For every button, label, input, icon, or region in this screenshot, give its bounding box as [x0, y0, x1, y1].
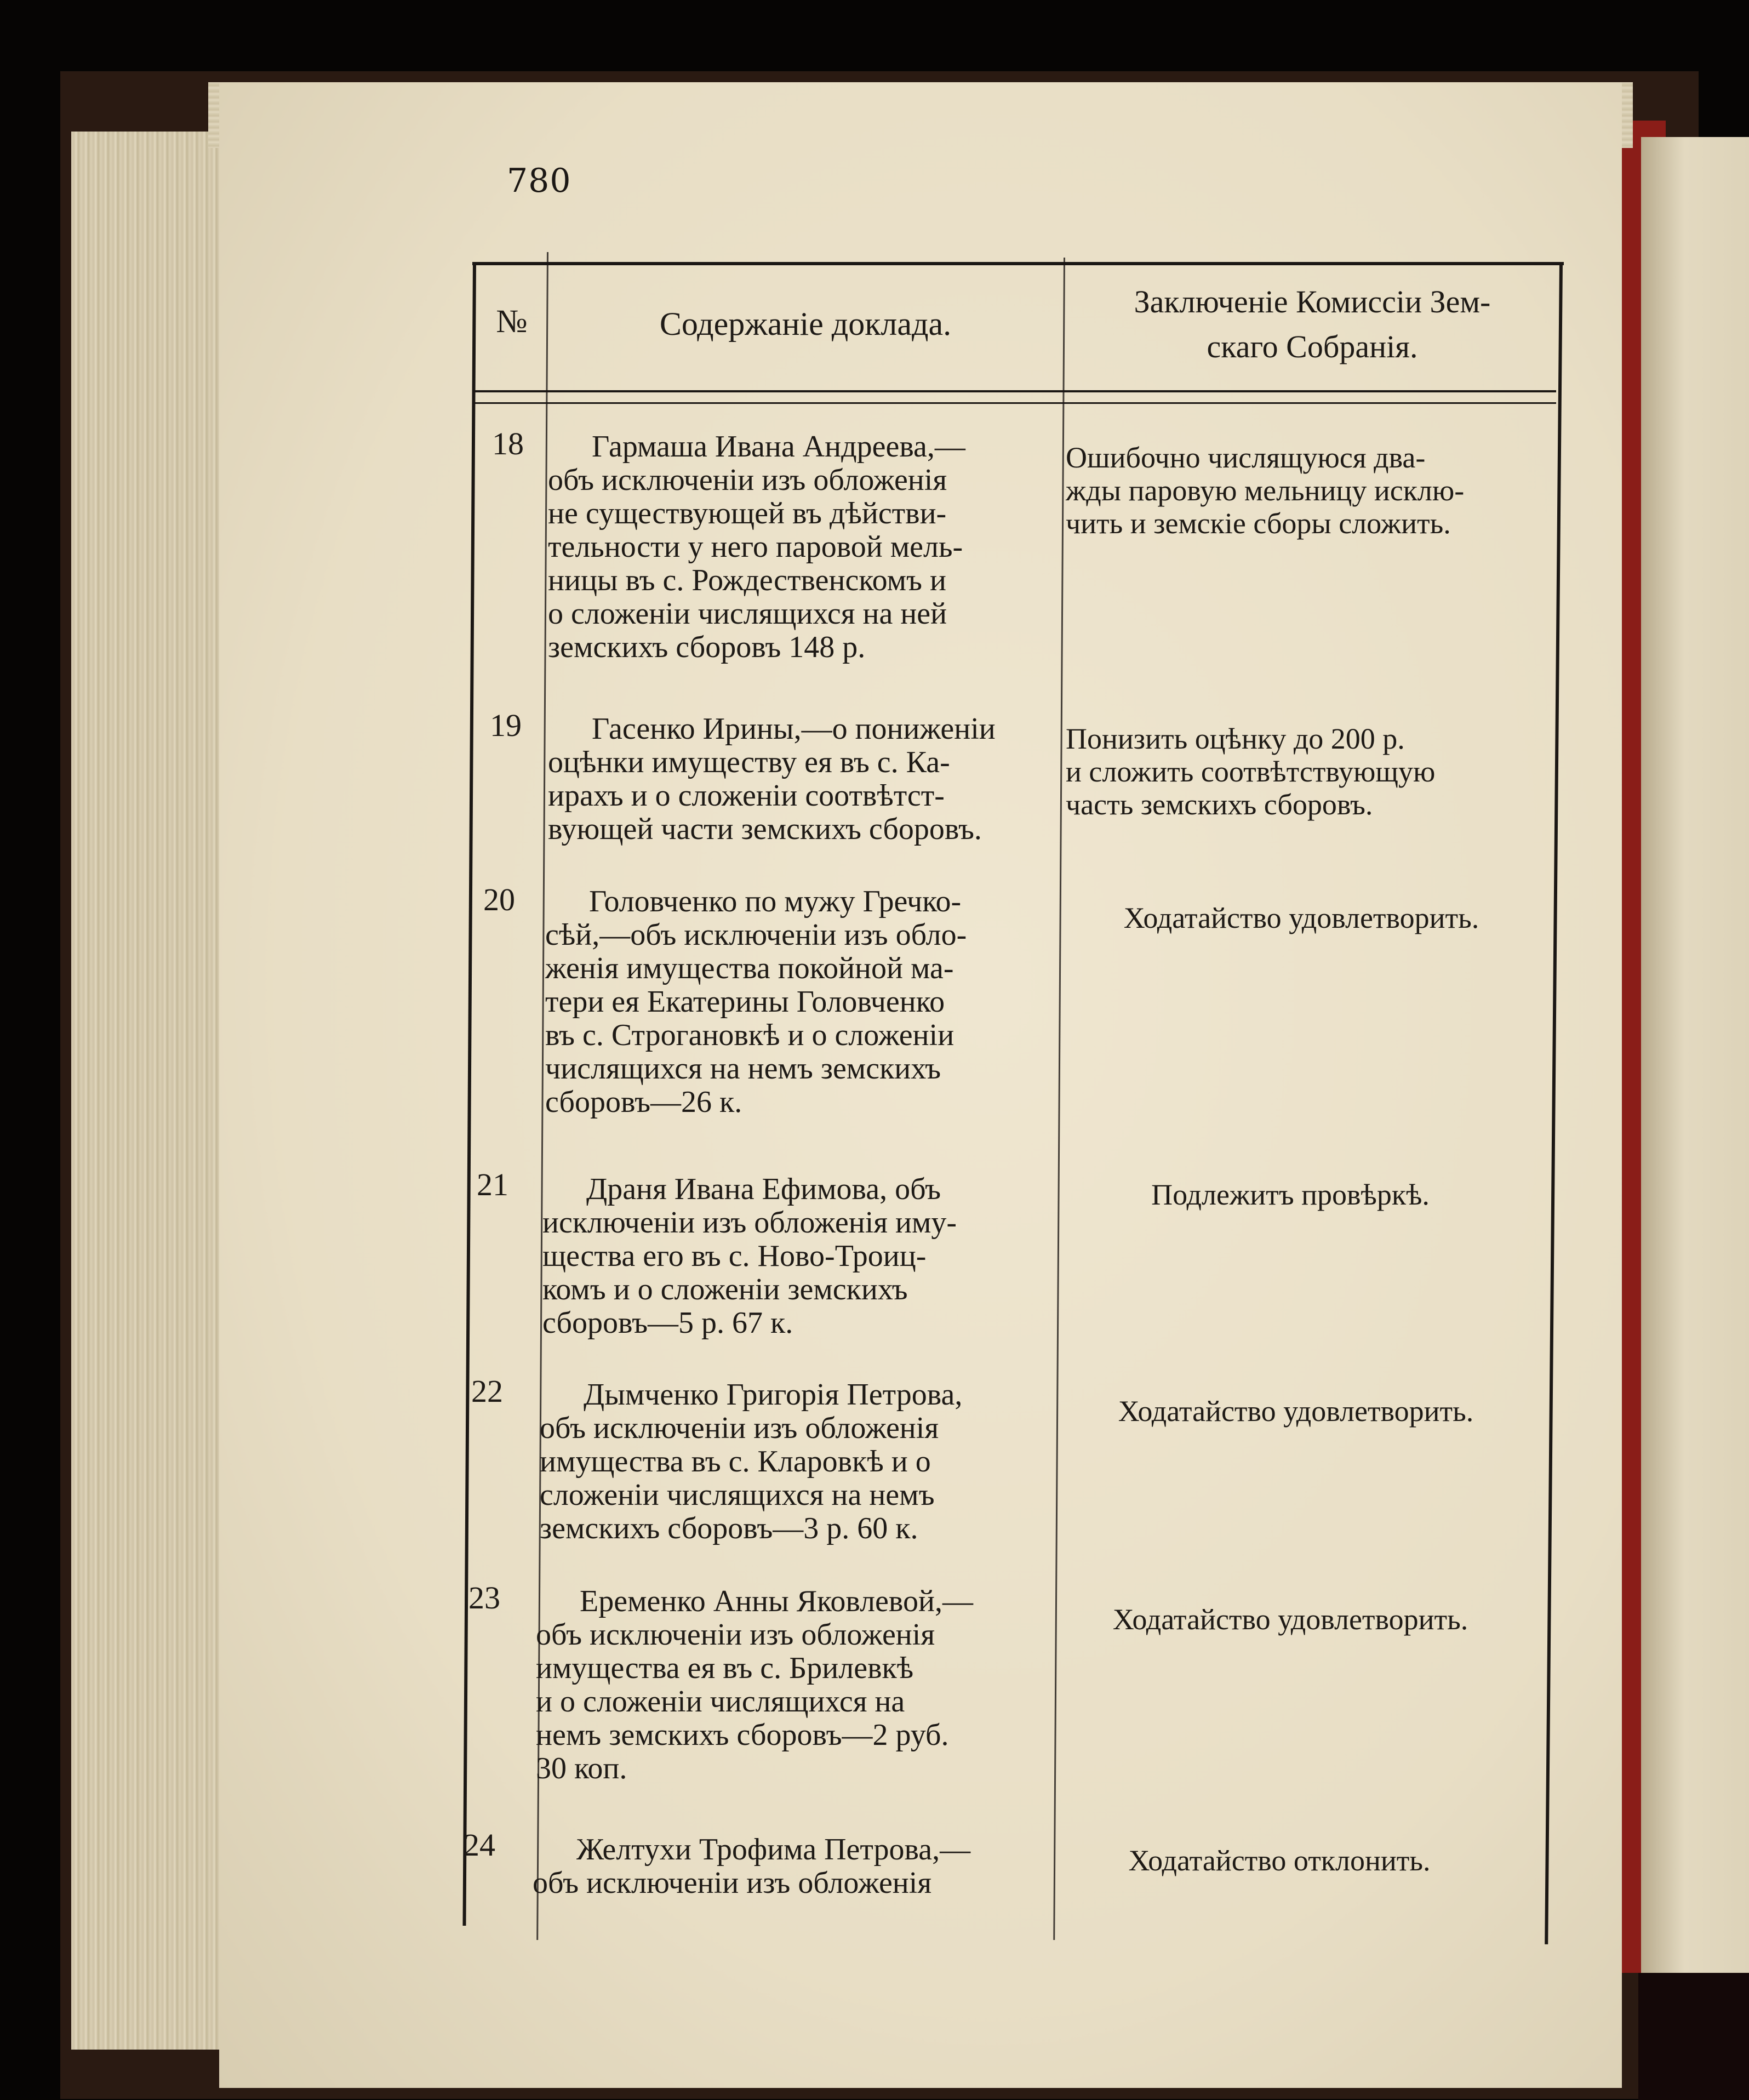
row-decision: Подлежитъ провѣркѣ. — [1151, 1178, 1430, 1211]
row-decision: Понизить оцѣнку до 200 р. и сложить соотвѣтствующую часть земскихъ сборовъ. — [1066, 722, 1436, 821]
row-number: 20 — [483, 882, 515, 917]
row-number: 23 — [468, 1580, 500, 1616]
row-decision: Ошибочно числящуюся два- жды паровую мельницу исклю- чить и земскіе сборы сложить. — [1066, 441, 1465, 540]
facing-page-edge — [1641, 137, 1749, 2000]
header-decision: Заключеніе Комиссіи Зем- скаго Собранія. — [1134, 284, 1491, 364]
row-number: 21 — [477, 1167, 508, 1202]
book-bottom-shadow — [1638, 1973, 1749, 2100]
row-number: 22 — [471, 1373, 503, 1409]
row-content: Гасенко Ирины,—о пониженіи оцѣнки имуществу ея въ с. Ка- ирахъ и о сложеніи соотвѣтст- вующей части земскихъ сборовъ. — [548, 712, 996, 846]
header-rule-1 — [472, 390, 1556, 392]
header-rule-2 — [472, 402, 1556, 404]
header-number: № — [496, 303, 528, 339]
row-content: Гармаша Ивана Андреева,— объ исключеніи изъ обложенія не существующей въ дѣйстви- тельности у него паровой мель- ницы въ с. Рождественскомъ и о сложеніи числящихся на ней земскихъ сборовъ 148 р. — [548, 430, 965, 664]
row-content: Головченко по мужу Гречко- сѣй,—объ исключеніи изъ обло- женія имущества покойной ма- тери ея Екатерины Головченко въ с. Строгановкѣ и о сложеніи числящихся на немъ земскихъ сборовъ—26 к. — [545, 884, 967, 1119]
row-content: Еременко Анны Яковлевой,— объ исключеніи изъ обложенія имущества ея въ с. Брилевкѣ и о сложеніи числящихся на немъ земскихъ сборовъ—2 руб. 30 коп. — [536, 1584, 973, 1785]
page-number: 780 — [507, 162, 571, 200]
page-stack-left — [71, 132, 236, 2050]
row-decision: Ходатайство удовлетворить. — [1123, 901, 1479, 934]
row-content: Желтухи Трофима Петрова,— объ исключеніи изъ обложенія — [533, 1833, 971, 1900]
row-decision: Ходатайство отклонить. — [1128, 1844, 1431, 1877]
table-top-rule — [472, 262, 1564, 265]
row-number: 24 — [464, 1827, 495, 1863]
row-number: 18 — [492, 426, 524, 461]
header-content: Содержаніе доклада. — [659, 306, 952, 342]
row-decision: Ходатайство удовлетворить. — [1112, 1603, 1468, 1636]
row-number: 19 — [490, 707, 522, 743]
row-content: Дымченко Григорія Петрова, объ исключеніи изъ обложенія имущества въ с. Кларовкѣ и о сложеніи числящихся на немъ земскихъ сборовъ—3 р. 60 к. — [540, 1378, 963, 1545]
row-decision: Ходатайство удовлетворить. — [1118, 1395, 1474, 1428]
row-content: Драня Ивана Ефимова, объ исключеніи изъ обложенія иму- щества его въ с. Ново-Троиц- комъ и о сложеніи земскихъ сборовъ—5 р. 67 к. — [542, 1172, 957, 1340]
